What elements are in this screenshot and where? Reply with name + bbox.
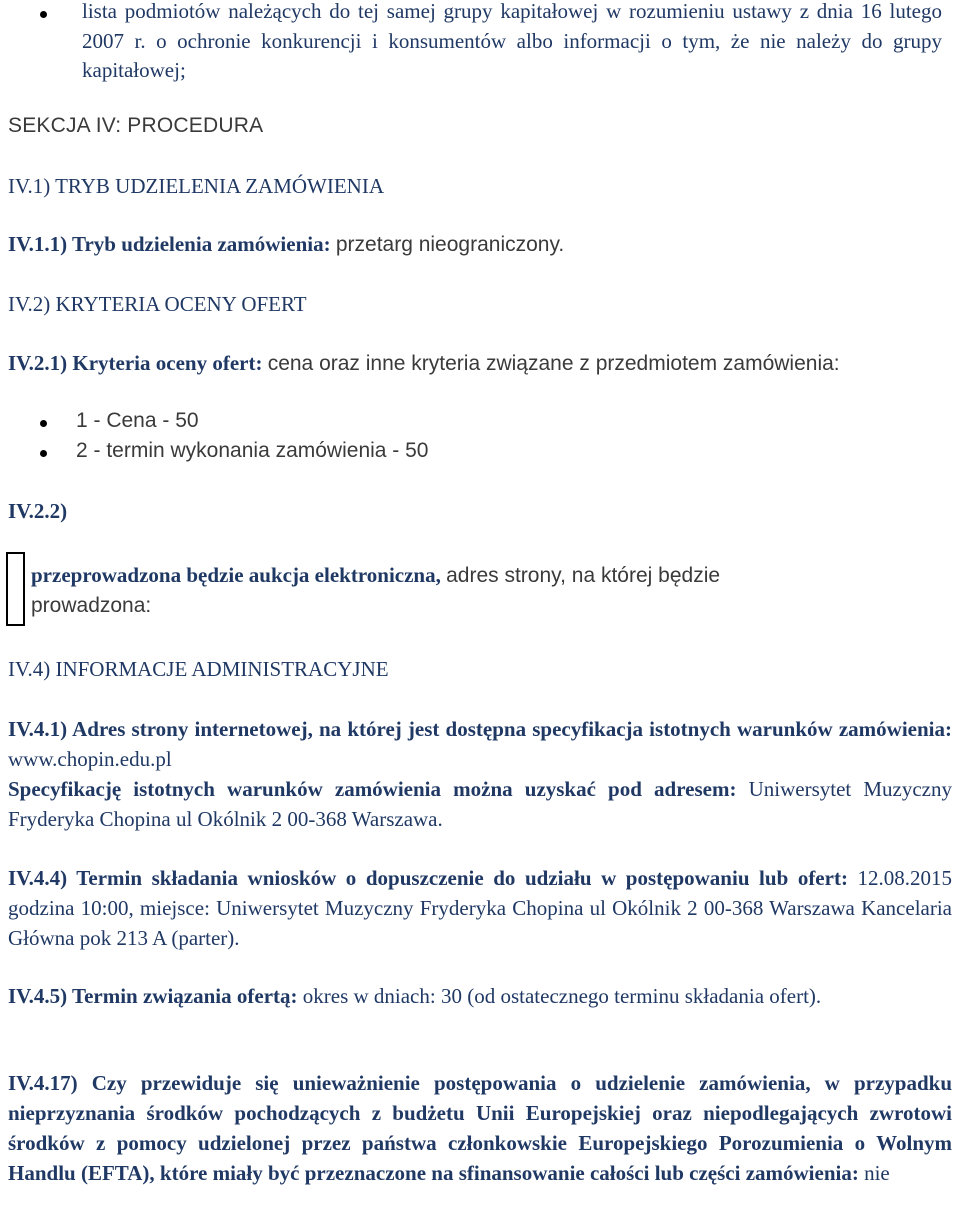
heading-iv4: IV.4) INFORMACJE ADMINISTRACYJNE (8, 657, 389, 681)
value-iv44: 12.08.2015 godzina 10:00, miejsce: Uniwersytet Muzyczny Fryderyka Chopina ul Okólnik 2 00-368 Warszawa Kancelaria Główna pok 213 A (parter). (8, 866, 952, 950)
heading-iv1: IV.1) TRYB UDZIELENIA ZAMÓWIENIA (8, 174, 385, 198)
label-iv45: IV.4.5) Termin związania ofertą: (8, 984, 298, 1008)
value-iv41: www.chopin.edu.pl (8, 747, 172, 771)
auction-value: adres strony, na której będzie (446, 564, 721, 587)
para-iv41 (8, 714, 952, 774)
top-bullet-text: lista podmiotów należących do tej samej grupy kapitałowej w rozumieniu ustawy z dnia 16 lutego 2007 r. o ochronie konkurencji i konsumentów albo informacji o tym, że nie należy do grupy kapitałowej; (82, 0, 942, 82)
label-iv22: IV.2.2) (8, 499, 68, 523)
line-auction (31, 563, 720, 588)
line-iv22 (8, 499, 67, 524)
label-iv41: IV.4.1) Adres strony internetowej, na której jest dostępna specyfikacja istotnych warunków zamówienia: (8, 717, 952, 741)
para-siwz (8, 774, 952, 834)
para-iv45 (8, 981, 952, 1011)
label-iv11: IV.1.1) Tryb udzielenia zamówienia: (8, 232, 331, 256)
line-auction-2 (31, 593, 151, 618)
bullet-icon (40, 11, 47, 18)
value-siwz: Uniwersytet Muzyczny Fryderyka Chopina ul Okólnik 2 00-368 Warszawa. (8, 777, 952, 831)
bullet-icon (40, 420, 47, 427)
label-iv417: IV.4.17) Czy przewiduje się unieważnienie postępowania o udzielenie zamówienia, w przypadku nieprzyznania środków pochodzących z budżetu Unii Europejskiej oraz niepodlegających zwrotowi środków z pomocy udzielonej przez państwa członkowskie Europejskiego Porozumienia o Wolnym Handlu (EFTA), które miały być przeznaczone na sfinansowanie całości lub części zamówienia: (8, 1071, 952, 1185)
auction-label: przeprowadzona będzie aukcja elektroniczna, (31, 563, 441, 587)
line-iv21 (8, 351, 840, 376)
criterion-text: 1 - Cena - 50 (76, 409, 199, 432)
para-iv44 (8, 863, 952, 953)
section-title: SEKCJA IV: PROCEDURA (8, 114, 264, 137)
label-iv21: IV.2.1) Kryteria oceny ofert: (8, 351, 263, 375)
heading-iv2: IV.2) KRYTERIA OCENY OFERT (8, 292, 307, 316)
label-siwz: Specyfikację istotnych warunków zamówienia można uzyskać pod adresem: (8, 777, 737, 801)
value-iv417: nie (864, 1161, 890, 1185)
bullet-icon (40, 450, 47, 457)
auction-checkbox[interactable] (6, 552, 25, 626)
criterion-text: 2 - termin wykonania zamówienia - 50 (76, 439, 429, 462)
auction-value-2: prowadzona: (31, 594, 152, 617)
para-iv417 (8, 1068, 952, 1188)
label-iv44: IV.4.4) Termin składania wniosków o dopuszczenie do udziału w postępowaniu lub ofert: (8, 866, 848, 890)
value-iv45: okres w dniach: 30 (od ostatecznego terminu składania ofert). (302, 984, 822, 1008)
value-iv21: cena oraz inne kryteria związane z przedmiotem zamówienia: (267, 352, 840, 375)
value-iv11: przetarg nieograniczony. (335, 233, 565, 256)
line-iv11 (8, 232, 564, 257)
